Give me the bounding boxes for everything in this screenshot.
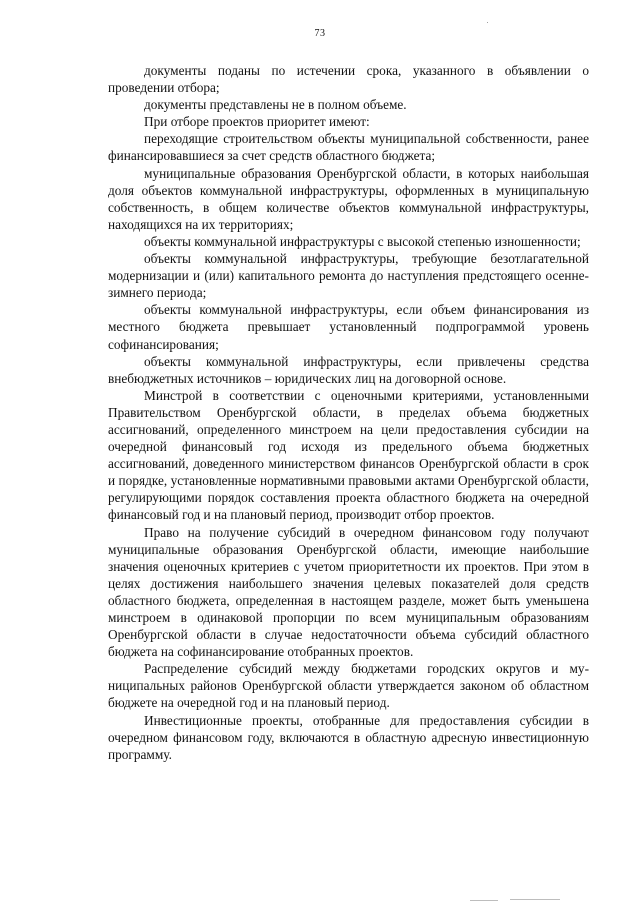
page-number: 73 <box>314 28 326 39</box>
paragraph: переходящие строительством объекты муниципальной собственности, ранее финансировавшиеся за счет средств областного бюджета; <box>108 131 589 164</box>
paragraph: документы представлены не в полном объеме. <box>144 97 407 113</box>
paragraph: муниципальные образования Оренбургской области, в которых наибольшая доля объектов коммунальной инфраструктуры, оформленных в муниципальную собственность, в общем количестве объектов коммунальной инфраструктуры, находящихся на их территориях; <box>108 165 589 232</box>
paragraph: объекты коммунальной инфраструктуры, требующие безотлагательной модернизации и (или) капитального ремонта до наступления предстоящего осенне-зимнего периода; <box>108 251 589 301</box>
paragraph: Распределение субсидий между бюджетами городских округов и муниципальных районов Оренбургской области утверждается законом об областном бюджете на очередной год и на плановый период. <box>108 661 589 711</box>
paragraph: документы поданы по истечении срока, указанного в объявлении о проведении отбора; <box>108 63 589 96</box>
body-text <box>108 62 589 763</box>
scan-artifact <box>487 22 488 23</box>
paragraph: Минстрой в соответствии с оценочными критериями, установленными Правительством Оренбургской области, в пределах объема бюджетных ассигнований, определенного минстроем на цели предоставления субсидии на очередной финансовый год исходя из предельного объема бюджетных ассигнований, доведенного министерством финансов Оренбургской области в срок и порядке, установленные нормативными правовыми актами Оренбургской области, регулирующими порядок составления проекта областного бюджета на очередной финансовый год и на плановый период, производит отбор проектов. <box>108 387 589 523</box>
paragraph: При отборе проектов приоритет имеют: <box>144 114 370 130</box>
paragraph: Право на получение субсидий в очередном финансовом году получают муниципальные образования Оренбургской области, имеющие наибольшие значения оценочных критериев с учетом приоритетности их проектов. При этом в целях достижения наибольшего значения целевых показателей доля средств областного бюджета, определенная в настоящем разделе, может быть уменьшена минстроем в одинаковой пропорции по всем муниципальным образованиям Оренбургской области в случае недостаточности объема субсидий областного бюджета на софинансирование отобранных проектов. <box>108 524 589 660</box>
paragraph: объекты коммунальной инфраструктуры с высокой степенью изношенности; <box>144 233 581 249</box>
paragraph: объекты коммунальной инфраструктуры, если объем финансирования из местного бюджета превышает установленный подпрограммой уровень софинансирования; <box>108 302 589 352</box>
paragraph: объекты коммунальной инфраструктуры, если привлечены средства внебюджетных источников – юридических лиц на договорной основе. <box>108 353 589 386</box>
scan-artifact <box>470 900 498 901</box>
scan-artifact <box>510 899 560 900</box>
paragraph: Инвестиционные проекты, отобранные для предоставления субсидии в очередном финансовом году, включаются в областную адресную инвестиционную программу. <box>108 712 589 762</box>
